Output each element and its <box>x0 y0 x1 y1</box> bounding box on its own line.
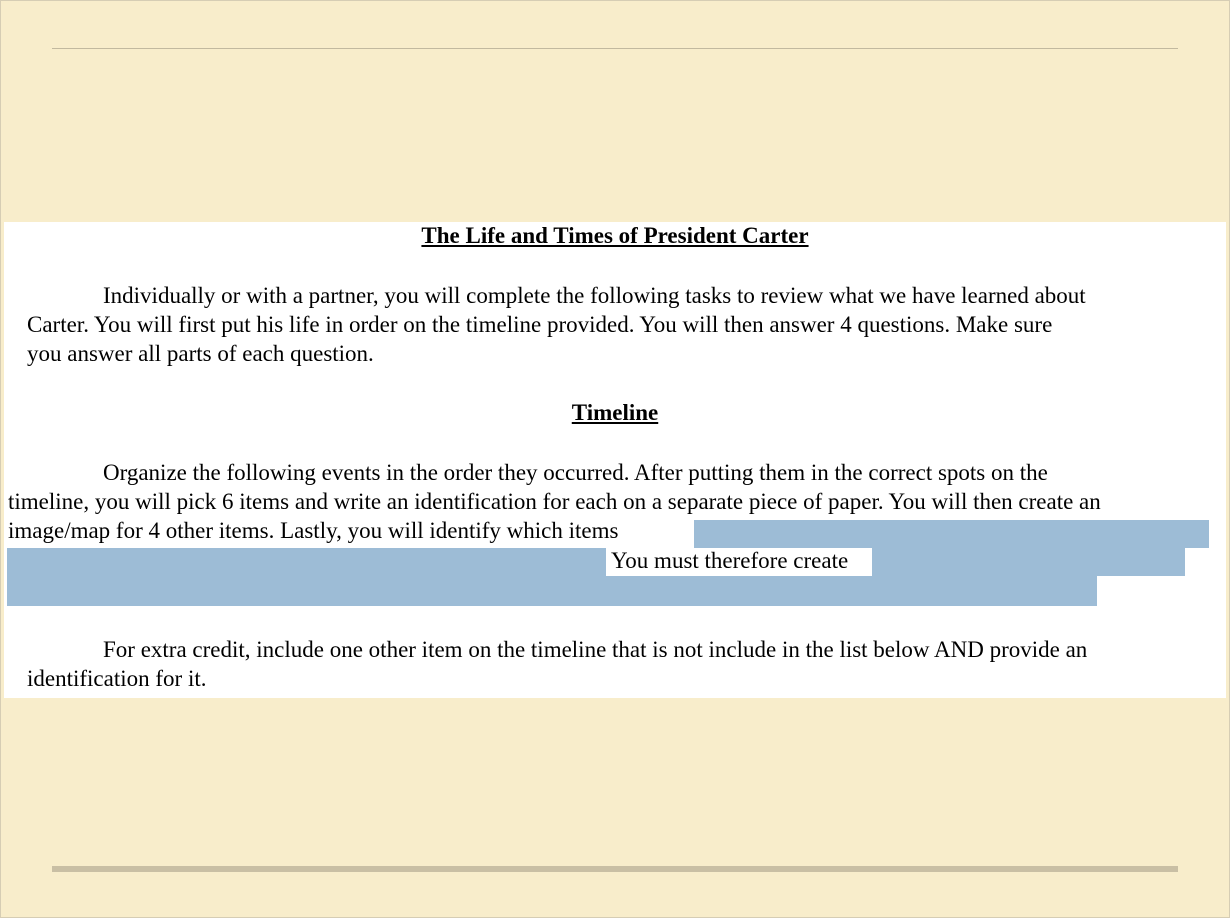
top-divider <box>52 48 1178 49</box>
intro-line: you answer all parts of each question. <box>27 341 374 366</box>
document-page[interactable] <box>4 222 1226 698</box>
timeline-line: Organize the following events in the order they occurred. After putting them in the correct spots on the <box>103 460 1048 485</box>
extra-credit-line: identification for it. <box>27 666 207 691</box>
timeline-line: You must therefore create <box>611 548 849 573</box>
timeline-line: image/map for 4 other items. Lastly, you will identify which items <box>8 518 619 543</box>
selection-highlight <box>7 576 1097 606</box>
timeline-line: timeline, you will pick 6 items and write an identification for each on a separate piece of paper. You will then create an <box>8 489 1101 514</box>
bottom-divider <box>52 866 1178 872</box>
intro-line: Individually or with a partner, you will complete the following tasks to review what we have learned about <box>103 283 1086 308</box>
intro-line: Carter. You will first put his life in order on the timeline provided. You will then answer 4 questions. Make sure <box>27 312 1053 337</box>
document-title: The Life and Times of President Carter <box>421 223 809 248</box>
extra-credit-line: For extra credit, include one other item on the timeline that is not include in the list below AND provide an <box>103 637 1088 662</box>
timeline-heading: Timeline <box>571 400 659 425</box>
